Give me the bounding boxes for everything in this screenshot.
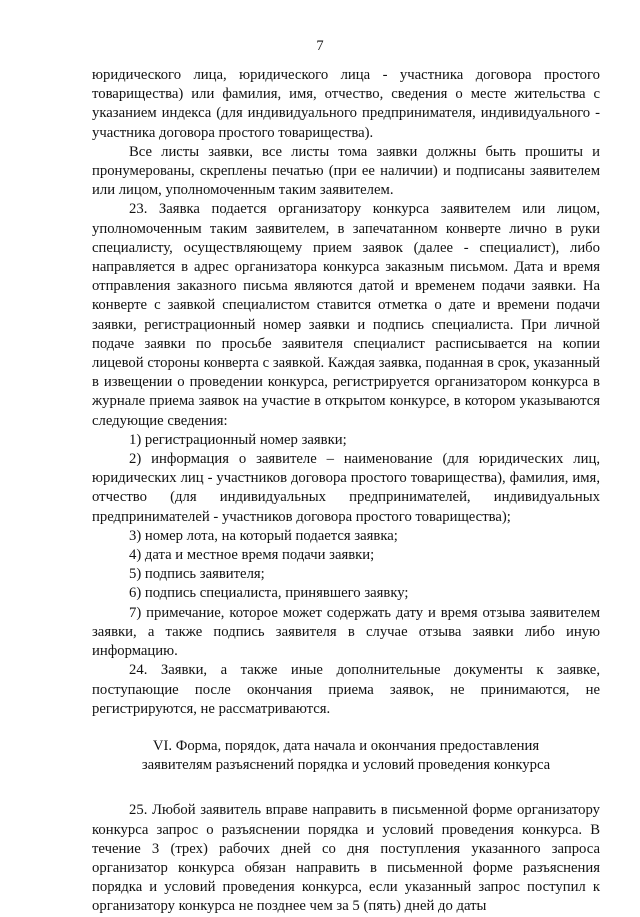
list-item-7: 7) примечание, которое может содержать дату и время отзыва заявителем заявки, а также подпись заявителя в случае отзыва заявки либо иную информацию.: [92, 604, 600, 660]
list-item-4: 4) дата и местное время подачи заявки;: [129, 547, 375, 564]
list-item-6: 6) подпись специалиста, принявшего заявку;: [129, 585, 409, 602]
paragraph-25: 25. Любой заявитель вправе направить в письменной форме организатору конкурса запрос о разъяснении порядка и условий проведения конкурса. В течение 3 (трех) рабочих дней со дня поступления указанного запроса организатор конкурса обязан направить в письменной форме разъяснения порядка и условий проведения конкурса, если указанный запрос поступил к организатору конкурса не позднее чем за 5 (пять) дней до даты: [92, 802, 600, 915]
paragraph-24: 24. Заявки, а также иные дополнительные документы к заявке, поступающие после окончания приема заявок, не принимаются, не регистрируются, не рассматриваются.: [92, 662, 600, 717]
paragraph-continuation: юридического лица, юридического лица - участника договора простого товарищества) или фамилия, имя, отчество, сведения о месте жительства с указанием индекса (для индивидуального предпринимателя, индивидуального - участника договора простого товарищества).: [92, 67, 600, 141]
list-item-3: 3) номер лота, на который подается заявка;: [129, 527, 398, 544]
section-heading: [92, 737, 600, 775]
list-item-2: 2) информация о заявителе – наименование (для юридических лиц, юридических лиц - участников договора простого товарищества), фамилия, имя, отчество (для индивидуальных предпринимателей, индивидуальных предпринимателей - участников договора простого товарищества);: [92, 451, 600, 525]
paragraph-sheets: Все листы заявки, все листы тома заявки должны быть прошиты и пронумерованы, скреплены печатью (при ее наличии) и подписаны заявителем или лицом, уполномоченным таким заявителем.: [92, 143, 600, 199]
section-heading-line-1: VI. Форма, порядок, дата начала и окончания предоставления: [152, 737, 540, 754]
list-item-5: 5) подпись заявителя;: [129, 566, 265, 583]
list-item-1: 1) регистрационный номер заявки;: [129, 431, 347, 448]
page-number: 7: [316, 38, 324, 54]
paragraph-23: 23. Заявка подается организатору конкурса заявителем или лицом, уполномоченным таким заявителем, в запечатанном конверте лично в руки специалисту, осуществляющему прием заявок (далее - специалист), либо направляется в адрес организатора конкурса заказным письмом. Дата и время отправления заказного письма являются датой и временем подачи заявки. На конверте с заявкой специалистом ставится отметка о дате и времени подачи заявки, регистрационный номер заявки и подпись специалиста. При личной подаче заявки по просьбе заявителя специалист расписывается на копии лицевой стороны конверта с заявкой. Каждая заявка, поданная в срок, указанный в извещении о проведении конкурса, регистрируется организатором конкурса в журнале приема заявок на участие в открытом конкурсе, в котором указываются следующие сведения:: [92, 201, 600, 429]
section-heading-line-2: заявителям разъяснений порядка и условий проведения конкурса: [141, 757, 551, 774]
document-body: [92, 66, 600, 917]
